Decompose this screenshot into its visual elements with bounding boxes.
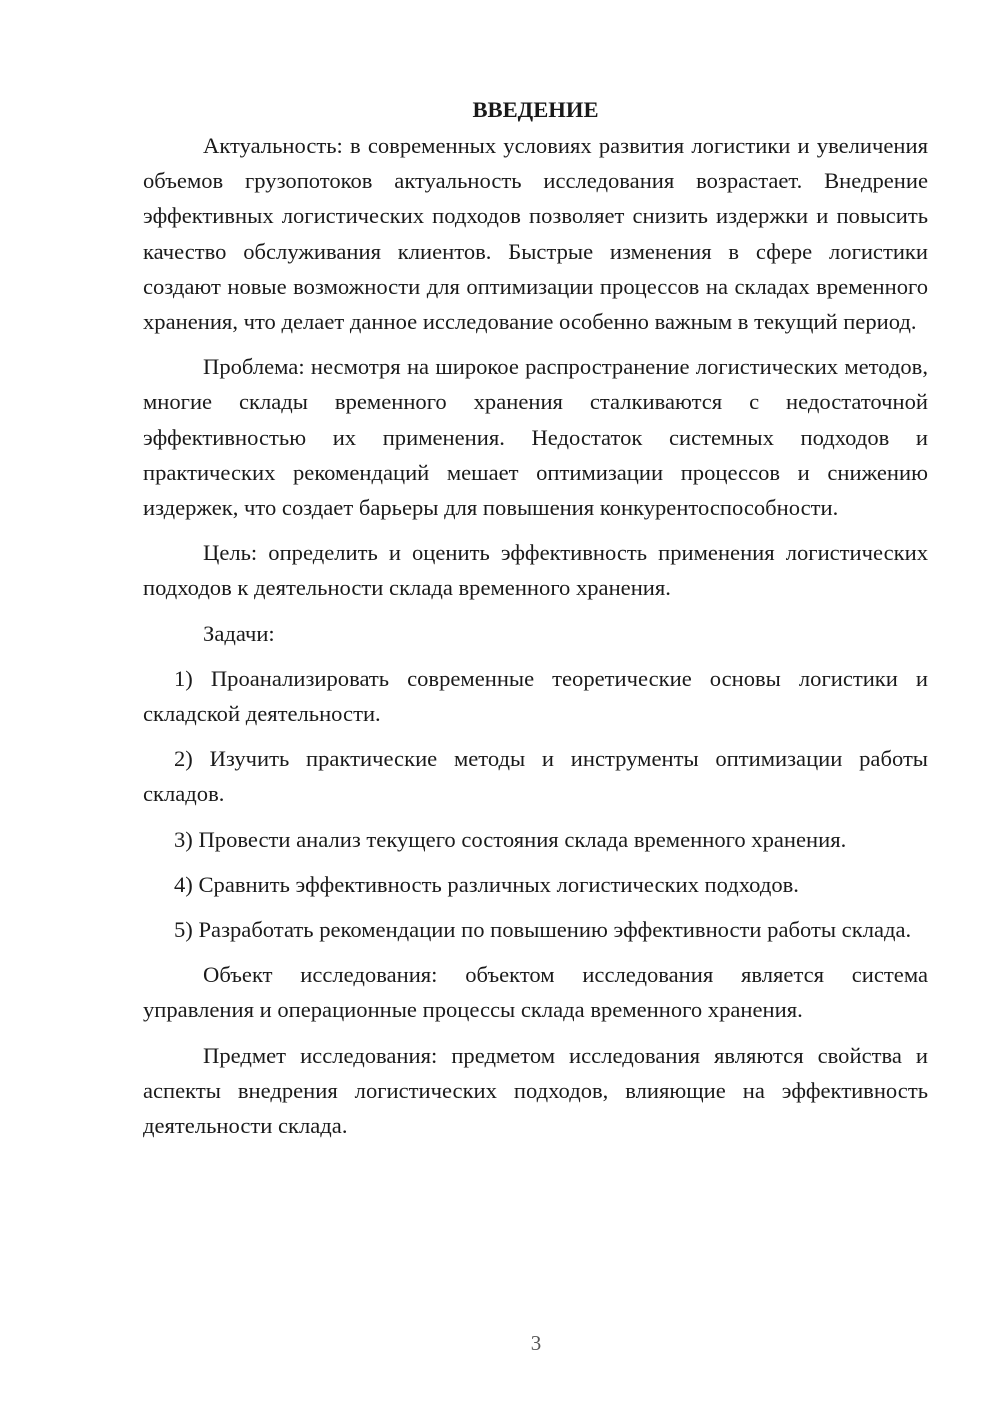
task-item-5: 5) Разработать рекомендации по повышению эффективности работы склада.: [174, 917, 912, 943]
goal-paragraph: Цель: определить и оценить эффективность применения логистических подходов к деятельности склада временного хранения.: [143, 540, 928, 601]
subject-paragraph: Предмет исследования: предметом исследования являются свойства и аспекты внедрения логистических подходов, влияющие на эффективность деятельности склада.: [143, 1042, 928, 1139]
object-paragraph: Объект исследования: объектом исследования является система управления и операционные процессы склада временного хранения.: [143, 962, 928, 1023]
tasks-heading: Задачи:: [203, 620, 275, 646]
page-content: [143, 92, 928, 1153]
problem-paragraph: Проблема: несмотря на широкое распространение логистических методов, многие склады временного хранения сталкиваются с недостаточной эффективностью их применения. Недостаток системных подходов и практических рекомендаций мешает оптимизации процессов и снижению издержек, что создает барьеры для повышения конкурентоспособности.: [143, 354, 928, 521]
relevance-paragraph: Актуальность: в современных условиях развития логистики и увеличения объемов грузопотоков актуальность исследования возрастает. Внедрение эффективных логистических подходов позволяет снизить издержки и повысить качество обслуживания клиентов. Быстрые изменения в сфере логистики создают новые возможности для оптимизации процессов на складах временного хранения, что делает данное исследование особенно важным в текущий период.: [143, 133, 928, 335]
task-item-3: 3) Провести анализ текущего состояния склада временного хранения.: [174, 826, 847, 852]
page-number: 3: [530, 1331, 542, 1355]
task-item-1: 1) Проанализировать современные теоретические основы логистики и складской деятельности.: [143, 665, 928, 727]
task-item-2: 2) Изучить практические методы и инструменты оптимизации работы складов.: [143, 746, 928, 807]
task-item-4: 4) Сравнить эффективность различных логистических подходов.: [174, 871, 799, 897]
page-title: ВВЕДЕНИЕ: [472, 97, 599, 122]
tasks-list: [143, 661, 928, 947]
